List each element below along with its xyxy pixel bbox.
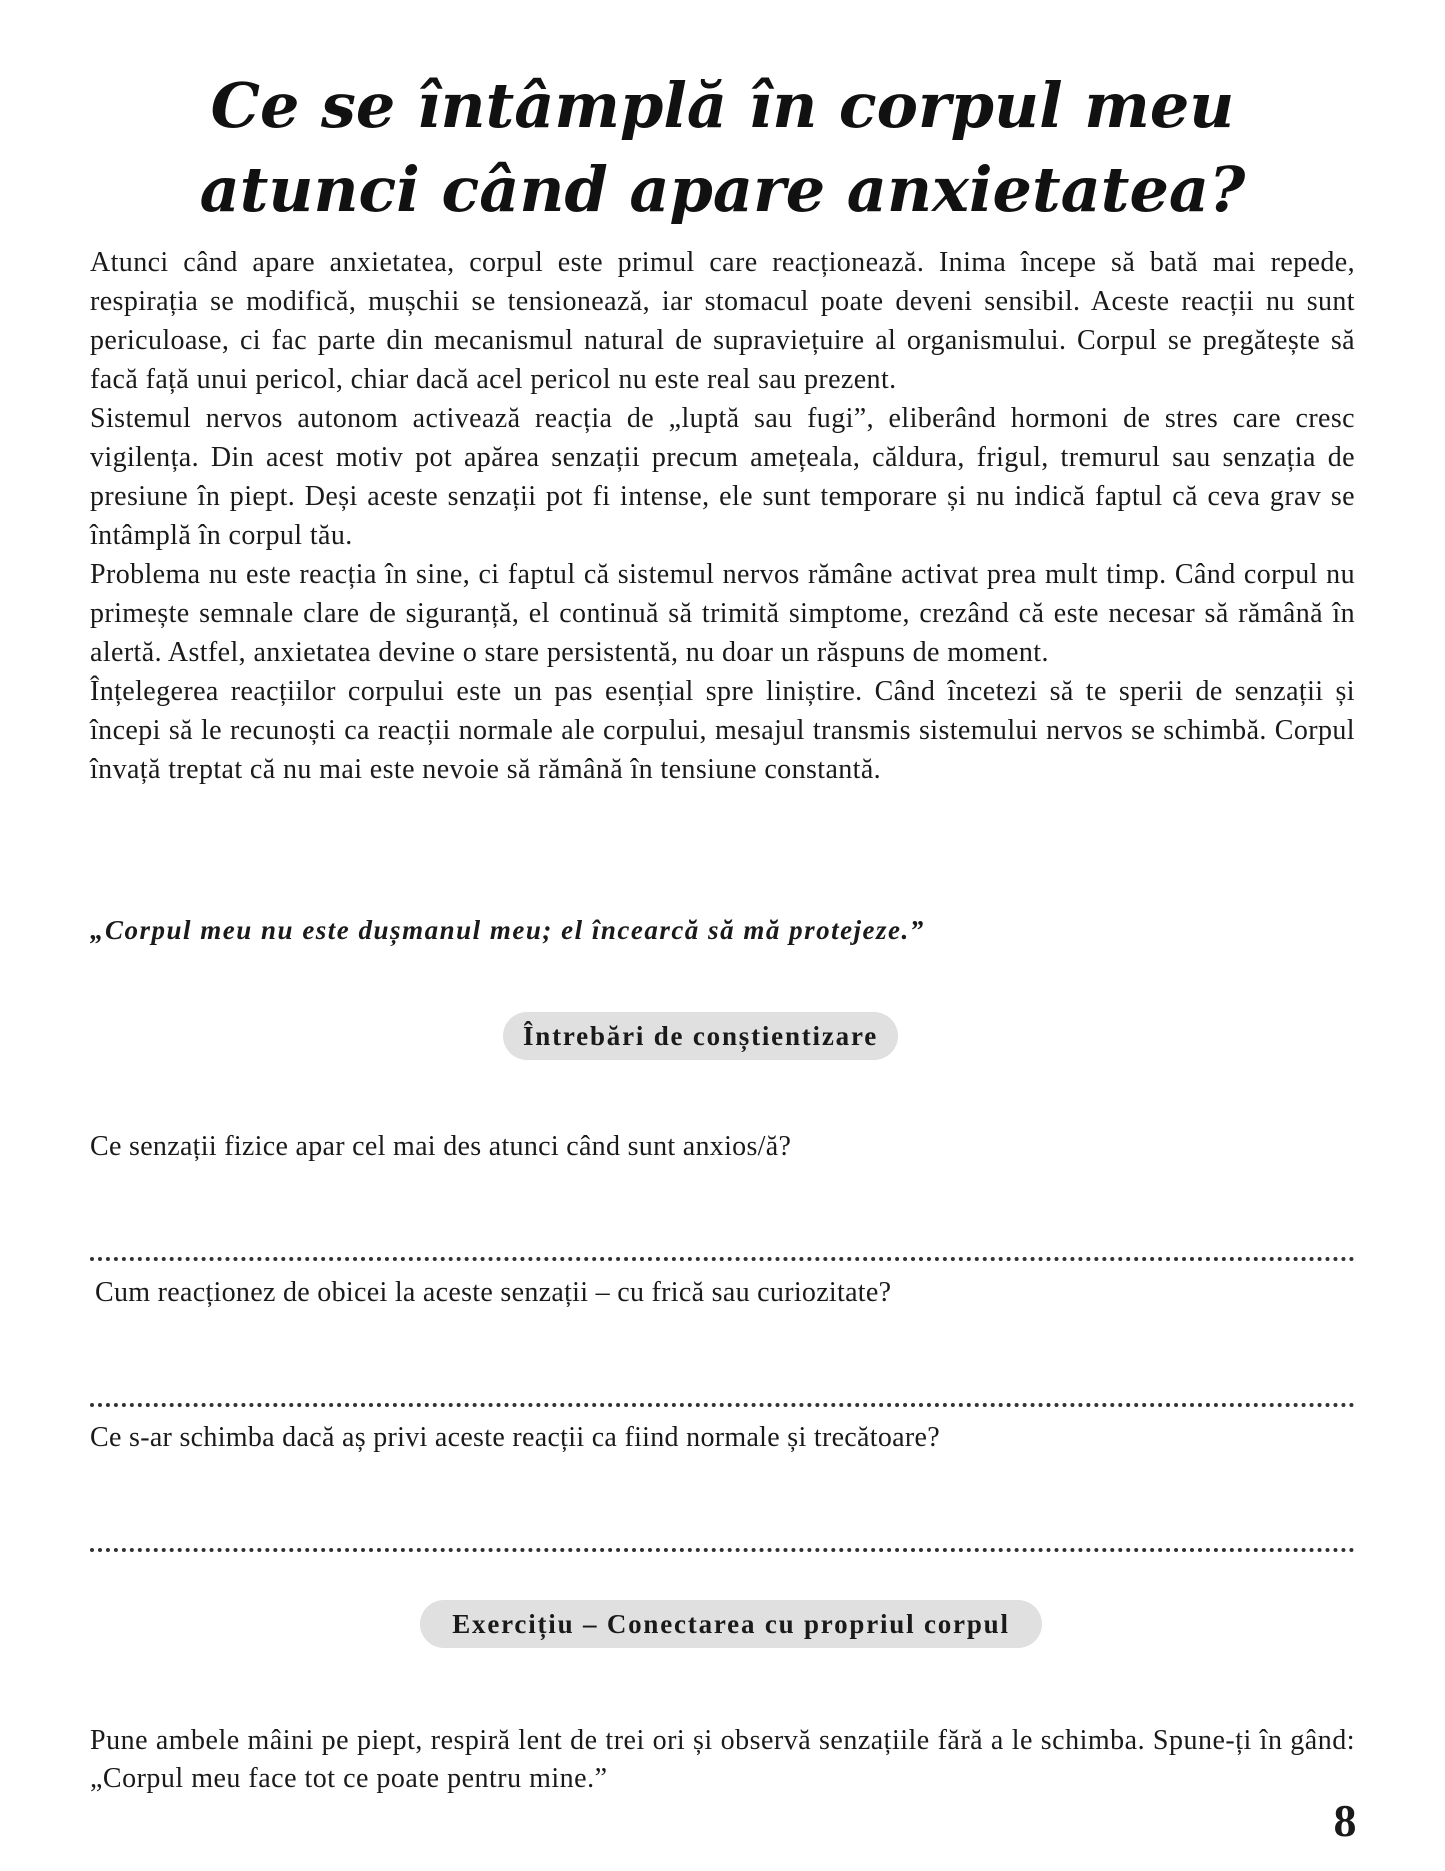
paragraph: Problema nu este reacția în sine, ci faptul că sistemul nervos rămâne activat prea mult timp. Când corpul nu primește semnale clare de siguranță, el continuă să trimită simptome, crezând că este necesar să rămână în alertă. Astfel, anxietatea devine o stare persistentă, nu doar un răspuns de moment. <box>90 559 1355 668</box>
page-number: 8 <box>1333 1795 1357 1846</box>
answer-line[interactable] <box>90 1257 1355 1261</box>
paragraph: Înțelegerea reacțiilor corpului este un pas esențial spre liniștire. Când încetezi să te sperii de senzații și începi să le recunoști ca reacții normale ale corpului, mesajul transmis sistemului nervos se schimbă. Corpul învață treptat că nu mai este nevoie să rămână în tensiune constantă. <box>90 676 1355 785</box>
paragraph: Sistemul nervos autonom activează reacția de „luptă sau fugi”, eliberând hormoni de stres care cresc vigilența. Din acest motiv pot apărea senzații precum amețeala, căldura, frigul, tremurul sau senzația de presiune în piept. Deși aceste senzații pot fi intense, ele sunt temporare și nu indică faptul că ceva grav se întâmplă în corpul tău. <box>90 403 1355 551</box>
paragraph: Atunci când apare anxietatea, corpul este primul care reacționează. Inima începe să bată mai repede, respirația se modifică, mușchii se tensionează, iar stomacul poate deveni sensibil. Aceste reacții nu sunt periculoase, ci fac parte din mecanismul natural de supraviețuire al organismului. Corpul se pregătește să facă față unui pericol, chiar dacă acel pericol nu este real sau prezent. <box>90 247 1355 395</box>
answer-line[interactable] <box>90 1403 1355 1407</box>
answer-line[interactable] <box>90 1548 1355 1552</box>
exercise-heading: Exercițiu – Conectarea cu propriul corpul <box>420 1600 1042 1648</box>
quote: „Corpul meu nu este dușmanul meu; el încearcă să mă protejeze.” <box>90 915 925 945</box>
page-title: Ce se întâmplă în corpul meu atunci când apare anxietatea? <box>199 69 1246 226</box>
question: Ce s-ar schimba dacă aș privi aceste reacții ca fiind normale și trecătoare? <box>90 1422 940 1453</box>
exercise-text: Pune ambele mâini pe piept, respiră lent de trei ori și observă senzațiile fără a le schimba. Spune-ți în gând: „Corpul meu face tot ce poate pentru mine.” <box>90 1725 1355 1794</box>
body-text <box>90 243 1355 789</box>
question: Ce senzații fizice apar cel mai des atunci când sunt anxios/ă? <box>90 1131 792 1162</box>
questions-heading: Întrebări de conștientizare <box>503 1012 898 1060</box>
question: Cum reacționez de obicei la aceste senzații – cu frică sau curiozitate? <box>95 1277 892 1308</box>
